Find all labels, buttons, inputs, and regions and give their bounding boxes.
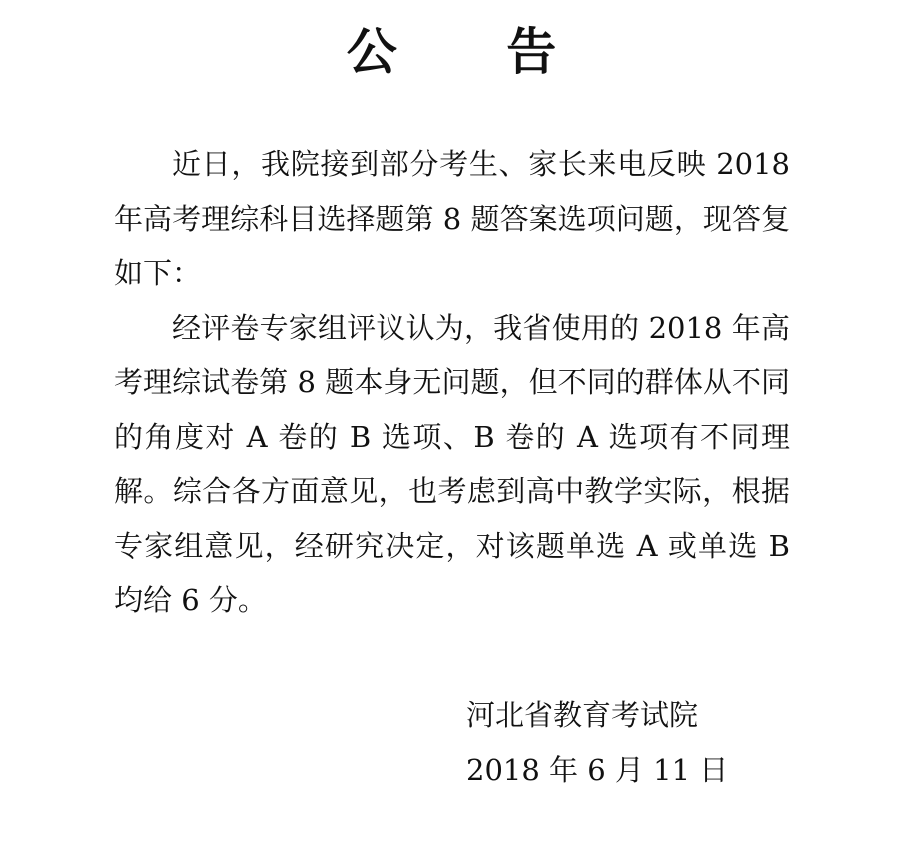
paragraph-2: 经评卷专家组评议认为，我省使用的 2018 年高考理综试卷第 8 题本身无问题，但不同的群体从不同的角度对 A 卷的 B 选项、B 卷的 A 选项有不同理解。综合各方面意见，也考虑到高中教学实际，根据专家组意见，经研究决定，对该题单选 A 或单选 B 均给 6 分。: [114, 310, 790, 617]
signature-block: [466, 688, 728, 797]
notice-body: [114, 137, 790, 628]
issuer-name: 河北省教育考试院: [466, 698, 699, 732]
notice-title: 公 告: [346, 23, 603, 81]
paragraph-1: 近日，我院接到部分考生、家长来电反映 2018 年高考理综科目选择题第 8 题答案选项问题，现答复如下：: [114, 147, 790, 290]
issue-date: 2018 年 6 月 11 日: [466, 752, 729, 787]
